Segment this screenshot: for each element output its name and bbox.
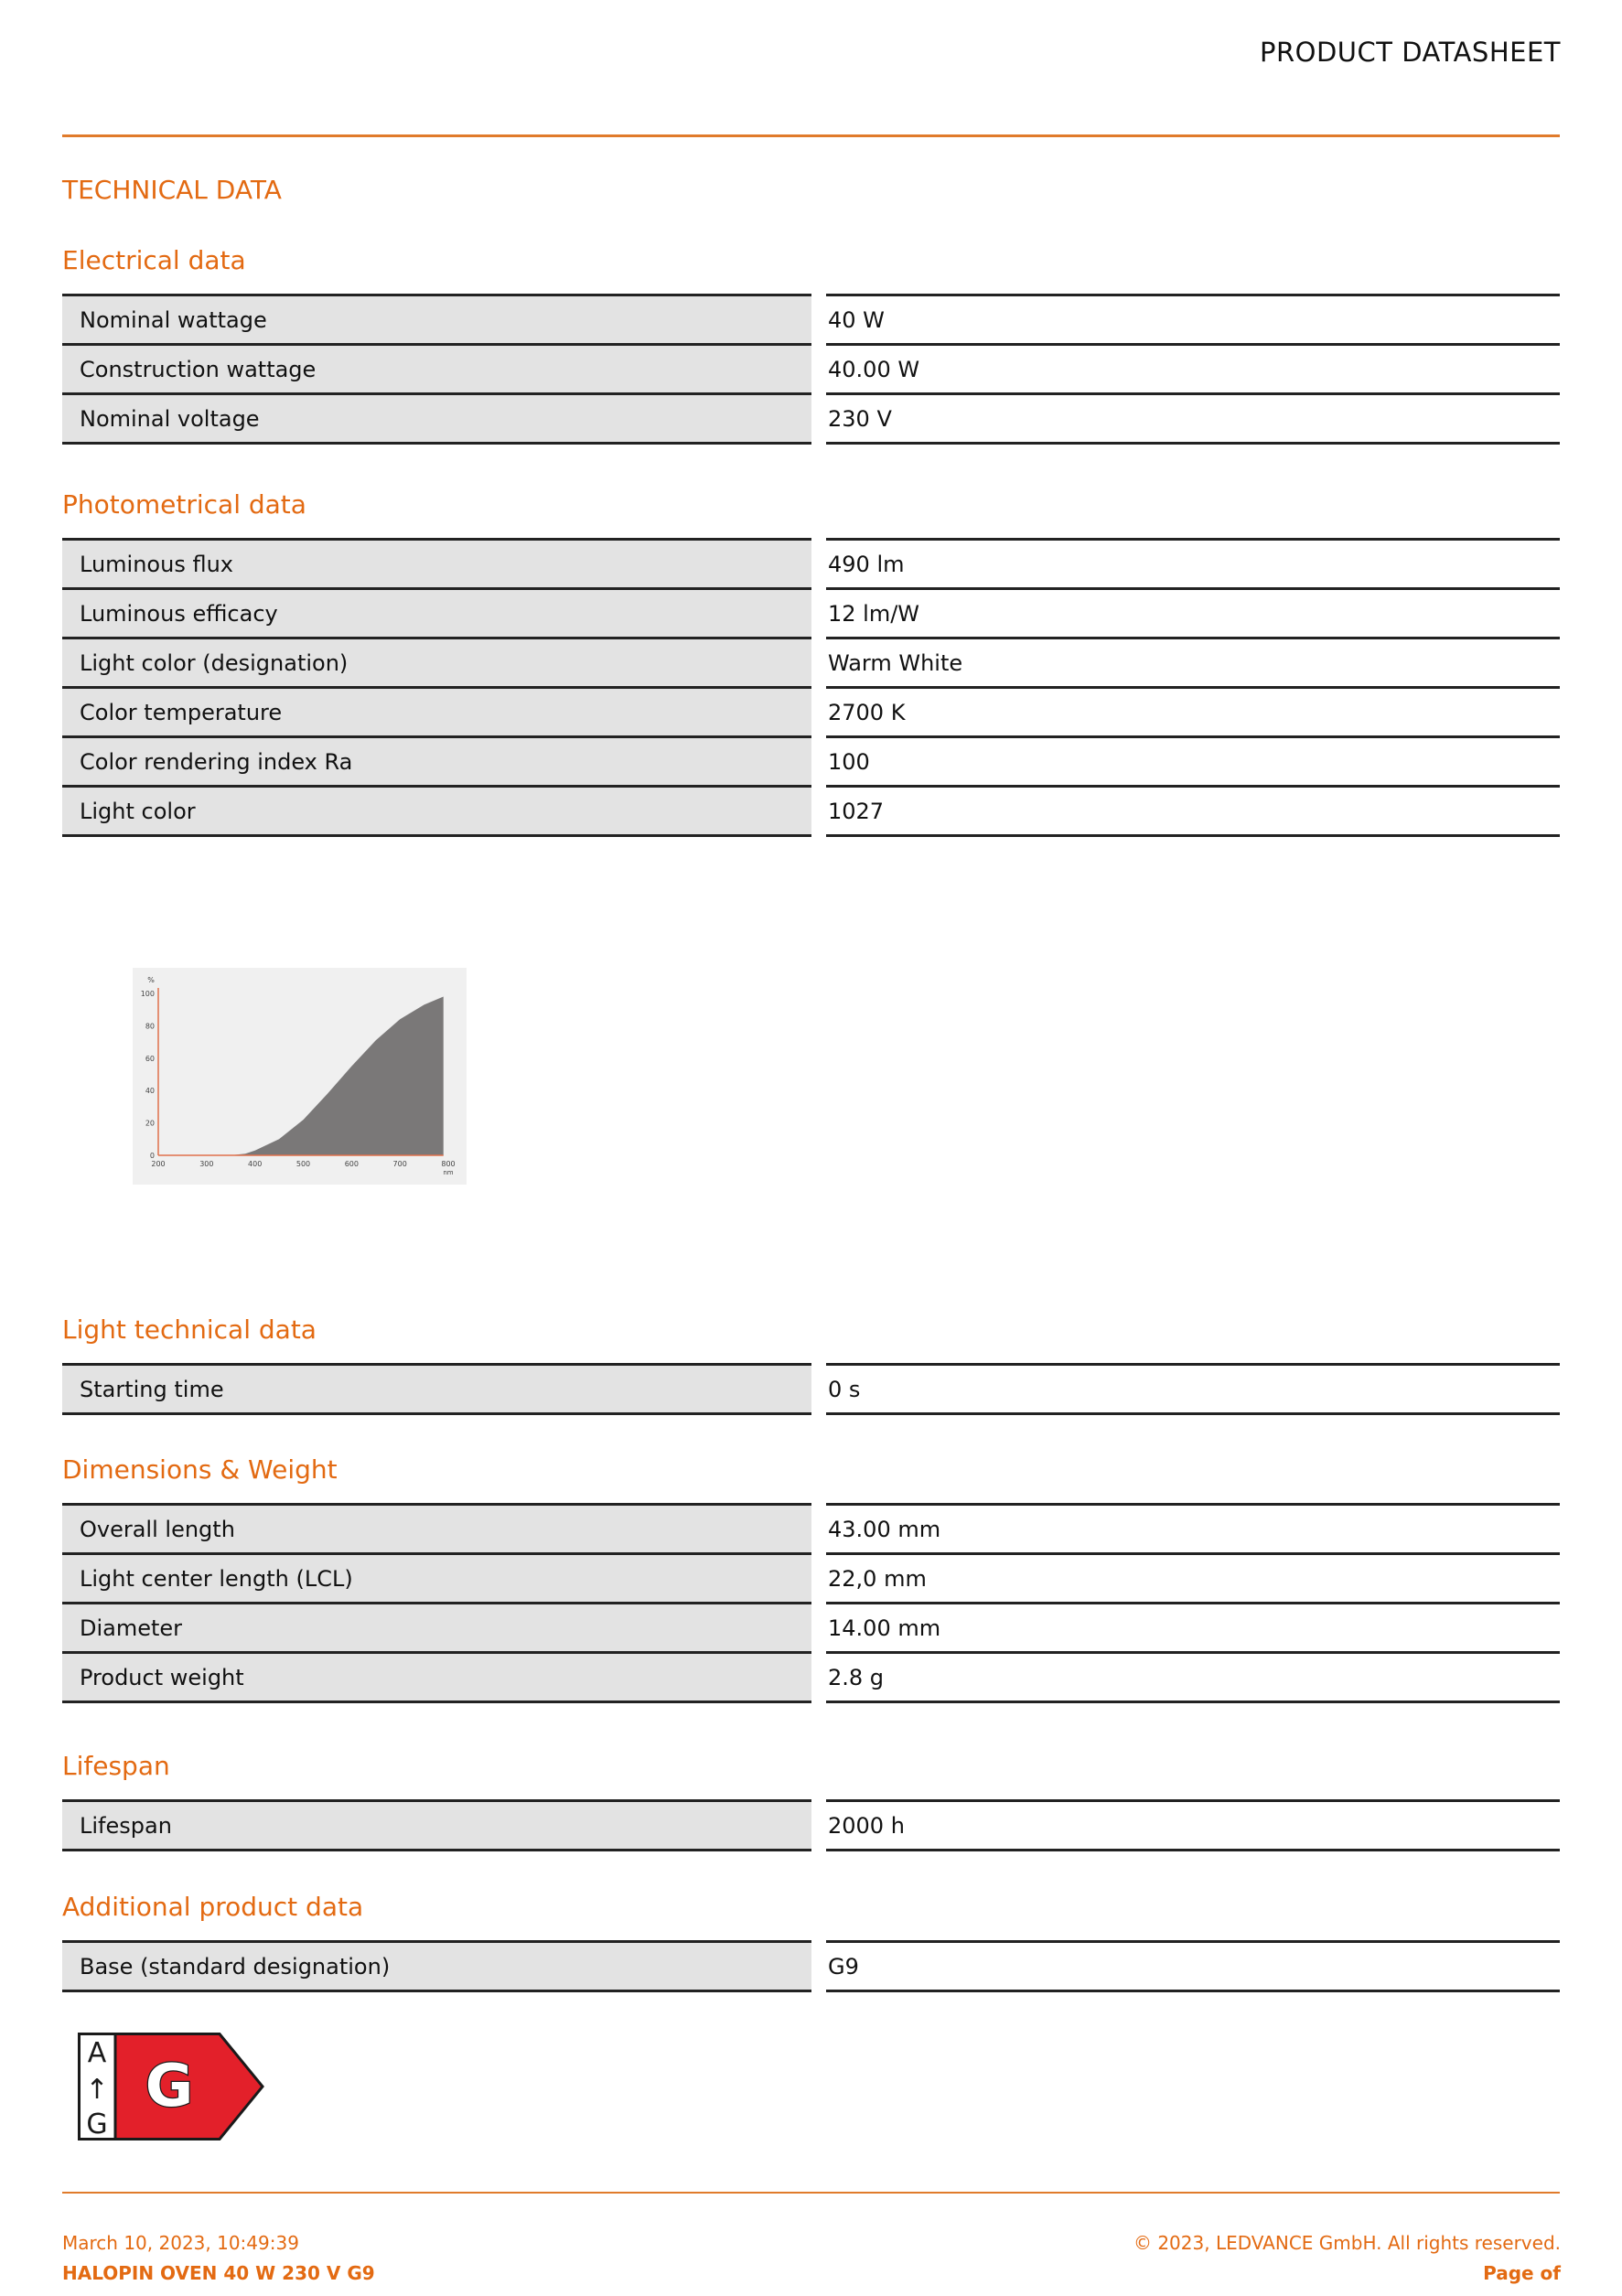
table-row [62,589,1560,638]
row-value: 2700 K [819,688,1560,737]
row-label: Diameter [62,1604,819,1653]
table-row [62,787,1560,836]
page-title: TECHNICAL DATA [62,175,282,205]
row-value: 14.00 mm [819,1604,1560,1653]
arrow-up-icon: ↑ [85,2074,109,2106]
light-technical-data-table [62,1363,1560,1415]
footer-page-number: Page of [1483,2262,1561,2284]
table-row [62,345,1560,394]
table-row [62,1801,1560,1851]
footer-right [1133,2228,1561,2289]
footer-left [62,2228,375,2289]
row-value: 2.8 g [819,1653,1560,1702]
energy-scale-bottom: G [86,2108,108,2140]
table-row [62,1365,1560,1414]
row-label: Base (standard designation) [62,1942,819,1991]
row-label: Light color (designation) [62,638,819,688]
table-row [62,1554,1560,1604]
row-label: Luminous efficacy [62,589,819,638]
lifespan-table [62,1799,1560,1851]
row-label: Color temperature [62,688,819,737]
row-value: 2000 h [819,1801,1560,1851]
page-header: PRODUCT DATASHEET [1260,37,1561,68]
energy-efficiency-label [78,2033,265,2140]
x-tick-label: 700 [392,1160,407,1168]
row-label: Lifespan [62,1801,819,1851]
row-label: Light center length (LCL) [62,1554,819,1604]
dimensions-weight-table [62,1503,1560,1703]
x-tick-label: 400 [248,1160,263,1168]
row-value: 230 V [819,394,1560,444]
footer-product-name: HALOPIN OVEN 40 W 230 V G9 [62,2262,375,2284]
y-tick-label: 20 [145,1119,155,1128]
x-tick-label: 300 [199,1160,214,1168]
section-title-dimensions: Dimensions & Weight [62,1454,338,1485]
row-value: G9 [819,1942,1560,1991]
energy-class-letter: G [145,2053,194,2120]
row-label: Nominal wattage [62,295,819,345]
row-value: 490 lm [819,540,1560,589]
table-row [62,688,1560,737]
row-label: Color rendering index Ra [62,737,819,787]
table-row [62,1604,1560,1653]
spectral-distribution-chart [133,968,467,1185]
row-label: Overall length [62,1505,819,1554]
footer-copyright: © 2023, LEDVANCE GmbH. All rights reserved. [1133,2232,1561,2254]
section-title-photometrical: Photometrical data [62,489,306,520]
table-row [62,1505,1560,1554]
photometrical-data-table [62,538,1560,837]
bottom-divider [62,2192,1560,2194]
row-label: Light color [62,787,819,836]
x-tick-label: 200 [151,1160,166,1168]
x-tick-label: 600 [344,1160,359,1168]
row-label: Starting time [62,1365,819,1414]
table-row [62,1653,1560,1702]
electrical-data-table [62,294,1560,445]
table-row [62,737,1560,787]
section-title-light-technical: Light technical data [62,1314,317,1345]
table-row [62,394,1560,444]
x-tick-label: 500 [295,1160,311,1168]
row-label: Construction wattage [62,345,819,394]
table-row [62,295,1560,345]
row-label: Luminous flux [62,540,819,589]
section-title-additional: Additional product data [62,1892,364,1922]
y-tick-label: 0 [149,1152,155,1160]
row-value: 12 lm/W [819,589,1560,638]
energy-scale-top: A [87,2037,107,2069]
y-tick-label: 40 [145,1087,155,1096]
y-tick-label: 60 [145,1054,155,1063]
row-value: Warm White [819,638,1560,688]
row-label: Nominal voltage [62,394,819,444]
section-title-electrical: Electrical data [62,245,246,275]
additional-product-data-table [62,1940,1560,1992]
footer-date: March 10, 2023, 10:49:39 [62,2232,299,2254]
row-value: 0 s [819,1365,1560,1414]
top-divider [62,134,1560,137]
row-value: 40 W [819,295,1560,345]
row-value: 40.00 W [819,345,1560,394]
spectrum-svg [133,968,467,1185]
x-tick-label: 800 [441,1160,456,1168]
row-label: Product weight [62,1653,819,1702]
table-row [62,638,1560,688]
y-unit-label: % [147,976,155,984]
row-value: 43.00 mm [819,1505,1560,1554]
table-row [62,540,1560,589]
y-tick-label: 80 [145,1022,155,1031]
row-value: 22,0 mm [819,1554,1560,1604]
y-tick-label: 100 [140,990,155,998]
x-unit-label: nm [443,1169,454,1176]
section-title-lifespan: Lifespan [62,1751,170,1781]
table-row [62,1942,1560,1991]
row-value: 1027 [819,787,1560,836]
row-value: 100 [819,737,1560,787]
